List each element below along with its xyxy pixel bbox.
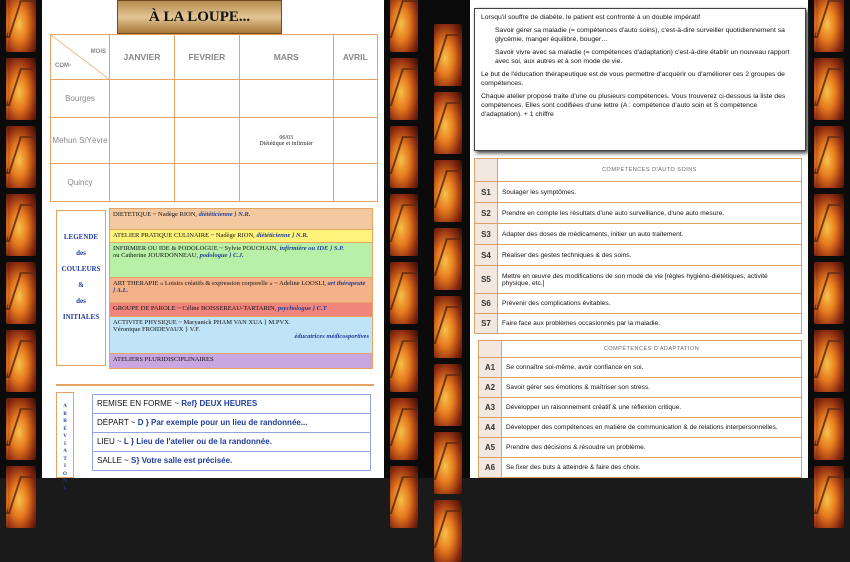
competence-text: Faire face aux problèmes occasionnés par la maladie.: [498, 314, 802, 334]
competence-text: Soulager les symptômes.: [498, 182, 802, 203]
competence-code: S3: [475, 224, 498, 245]
month-header: JANVIER: [110, 35, 175, 80]
decorative-painting-tile: [8, 126, 36, 188]
calendar-cell: [110, 164, 175, 202]
decorative-painting-tile: [390, 126, 418, 188]
calendar-corner: [51, 35, 110, 80]
calendar-cell: [174, 80, 239, 118]
competence-code: S7: [475, 314, 498, 334]
calendar-cell: [239, 164, 333, 202]
decorative-painting-tile: [434, 228, 462, 290]
calendar-cell: [333, 118, 377, 164]
auto-soins-title: COMPÉTENCES D'AUTO SOINS: [498, 159, 802, 182]
competence-text: Prévenir des complications évitables.: [498, 294, 802, 314]
decorative-painting-tile: [434, 364, 462, 426]
calendar-cell: [174, 164, 239, 202]
legend-label-line: des: [76, 297, 86, 305]
month-header: FEVRIER: [174, 35, 239, 80]
legend-item-activite-physique: ACTIVITE PHYSIQUE ~ Maryanick PHAM VAN XUA } M.PVX. Véronique FROIDEVAUX } V.F. éducatrices médicosportives: [110, 317, 372, 354]
abbr-side-letter: A: [63, 404, 67, 409]
abbr-side-letter: V: [63, 434, 67, 439]
calendar-table: [50, 34, 378, 202]
intro-bullet: Savoir vivre avec sa maladie (= compétences d'adaptation) c'est-à-dire établir un nouveau rapport avec soi, aux autres et à son mode de vie.: [495, 49, 790, 65]
abbreviations-list: [92, 394, 371, 470]
decorative-painting-tile: [816, 126, 844, 188]
legend-item-atelier-culinaire: ATELIER PRATIQUE CULINAIRE ~ Nadège RION, diététicienne } N.R.: [110, 230, 372, 243]
competence-code: A3: [479, 398, 502, 418]
competence-code: S2: [475, 203, 498, 224]
competence-text: Se fixer des buts à atteindre & faire des choix.: [502, 458, 802, 478]
decorative-painting-tile: [390, 398, 418, 460]
decorative-painting-tile: [816, 262, 844, 324]
calendar-cell: [333, 80, 377, 118]
abbr-side-letter: T: [63, 456, 67, 462]
right-border-strip: [808, 0, 850, 478]
competence-text: Savoir gérer ses émotions & maîtriser son stress.: [502, 378, 802, 398]
auto-soins-table: [474, 158, 802, 334]
abbr-side-letter: I: [64, 441, 66, 447]
decorative-painting-tile: [816, 58, 844, 120]
competence-text: Développer un raisonnement créatif & une réflexion critique.: [502, 398, 802, 418]
left-page: [42, 0, 384, 492]
legend-list: [109, 208, 373, 369]
decorative-painting-tile: [434, 432, 462, 494]
decorative-painting-tile: [434, 92, 462, 154]
abbr-side-letter: É: [63, 426, 67, 432]
abbr-side-letter: I: [64, 464, 66, 469]
city-label: Quincy: [51, 164, 110, 202]
competence-text: Réaliser des gestes techniques & des soins.: [498, 245, 802, 266]
competence-code: S6: [475, 294, 498, 314]
legend-label-line: des: [76, 249, 86, 257]
competence-text: Adapter des doses de médicaments, initier un auto traitement.: [498, 224, 802, 245]
legend-item-pluridisciplinaires: ATELIERS PLURIDISCIPLINAIRES: [110, 354, 372, 368]
header-mois: MOIS: [90, 49, 106, 55]
competence-text: Prendre en compte les résultats d'une auto surveillance, d'une auto mesure.: [498, 203, 802, 224]
abbr-side-letter: S: [63, 486, 67, 492]
decorative-painting-tile: [816, 194, 844, 256]
intro-text: Lorsqu'il souffre de diabète, le patient est confronté à un double impératif: [481, 14, 701, 21]
month-header: MARS: [239, 35, 333, 80]
competence-code: A1: [479, 358, 502, 378]
legend-label-line: COULEURS: [61, 265, 101, 273]
decorative-painting-tile: [390, 194, 418, 256]
competence-code: A6: [479, 458, 502, 478]
abbr-side-letter: B: [63, 411, 67, 417]
competence-text: Mettre en œuvre des modifications de son mode de vie [règles hygiéno-diététiques, activité physique, etc.]: [498, 266, 802, 294]
intro-box: [474, 8, 806, 151]
legend-label-box: [56, 210, 106, 366]
abbr-item: REMISE EN FORME ~ Ref} DEUX HEURES: [92, 394, 371, 414]
decorative-painting-tile: [390, 0, 418, 52]
legend-label-line: &: [78, 281, 84, 289]
decorative-painting-tile: [434, 160, 462, 222]
decorative-painting-tile: [390, 262, 418, 324]
calendar-cell: [333, 164, 377, 202]
abbr-side-letter: O: [63, 471, 67, 477]
abbr-side-letter: N: [63, 479, 67, 484]
competence-code: A2: [479, 378, 502, 398]
legend-item-art-therapie: ART THERAPIE « Loisirs créatifs & expression corporelle » ~ Adeline LOOSLI, art thérapeute } A.L.: [110, 278, 372, 303]
legend-item-groupe-parole: GROUPE DE PAROLE ~ Céline BOISSEREAU-TARTARIN, psychologue } C.T: [110, 303, 372, 317]
adaptation-title: COMPÉTENCES D'ADAPTATION: [502, 341, 802, 358]
decorative-painting-tile: [816, 466, 844, 528]
calendar-cell: [174, 118, 239, 164]
decorative-painting-tile: [816, 398, 844, 460]
city-label: Mehun S/Yèvre: [51, 118, 110, 164]
abbreviations-side-label: [56, 392, 74, 492]
calendar-cell: [110, 118, 175, 164]
left-border-strip: [0, 0, 42, 478]
decorative-painting-tile: [434, 24, 462, 86]
decorative-painting-tile: [390, 466, 418, 528]
competence-code: S1: [475, 182, 498, 203]
header-com: COM-: [55, 63, 71, 69]
abbr-item: DÉPART ~ D } Par exemple pour un lieu de randonnée...: [92, 413, 371, 433]
decorative-painting-tile: [434, 296, 462, 358]
intro-bullet: Savoir gérer sa maladie (= compétences d'auto soins), c'est-à-dire surveiller quotidiennement sa glycémie, manger équilibré, bouger…: [495, 27, 785, 43]
right-page: [470, 0, 808, 478]
abbr-side-letter: A: [63, 449, 67, 454]
decorative-painting-tile: [8, 330, 36, 392]
page-banner: À LA LOUPE...: [117, 0, 282, 34]
decorative-painting-tile: [8, 398, 36, 460]
decorative-painting-tile: [390, 58, 418, 120]
competence-text: Se connaître soi-même, avoir confiance en soi.: [502, 358, 802, 378]
city-label: Bourges: [51, 80, 110, 118]
month-header: AVRIL: [333, 35, 377, 80]
competence-code: A5: [479, 438, 502, 458]
legend-item-dietetique: DIETETIQUE ~ Nadège RION, diététicienne } N.R.: [110, 209, 372, 230]
competence-text: Prendre des décisions & résoudre un problème.: [502, 438, 802, 458]
decorative-painting-tile: [390, 330, 418, 392]
section-divider: [56, 384, 374, 386]
abbr-item: LIEU ~ L } Lieu de l'atelier ou de la randonnée.: [92, 432, 371, 452]
decorative-painting-tile: [8, 466, 36, 528]
decorative-painting-tile: [8, 194, 36, 256]
competence-text: Développer des compétences en matière de communication & de relations interpersonnelles.: [502, 418, 802, 438]
calendar-cell: [239, 80, 333, 118]
adaptation-table: [478, 340, 802, 478]
decorative-painting-tile: [816, 330, 844, 392]
legend-label-line: INITIALES: [62, 313, 100, 321]
calendar-event-cell[interactable]: 06/03 Diététique et infirmier: [239, 118, 333, 164]
decorative-painting-tile: [8, 262, 36, 324]
legend-item-infirmier: INFIRMIER OU IDE & PODOLOGUE ~ Sylvie POUCHAIN, infirmière ou IDE } S.P. ou Catherine JOURDONNEAU, podologue } C.J.: [110, 243, 372, 278]
legend-label-line: LEGENDE: [63, 233, 99, 241]
decorative-painting-tile: [816, 0, 844, 52]
decorative-painting-tile: [8, 58, 36, 120]
decorative-painting-tile: [434, 500, 462, 562]
competence-code: S4: [475, 245, 498, 266]
abbr-item: SALLE ~ S} Votre salle est précisée.: [92, 451, 371, 471]
calendar-cell: [110, 80, 175, 118]
abbr-side-letter: R: [63, 419, 67, 424]
intro-text: Le but de l'éducation thérapeutique est de vous permettre d'acquérir ou d'améliorer ces 2 groupes de compétences.: [481, 71, 785, 87]
competence-code: A4: [479, 418, 502, 438]
center-border-strip: [384, 0, 470, 478]
competence-code: S5: [475, 266, 498, 294]
decorative-painting-tile: [8, 0, 36, 52]
intro-text: Chaque atelier proposé traite d'une ou plusieurs compétences. Vous trouverez ci-dessous la liste des compétences. Elles sont codifiées d'une lettre (A : compétence d'auto soin et S compétence d'adaptation). + 1 chiffre: [481, 93, 786, 118]
